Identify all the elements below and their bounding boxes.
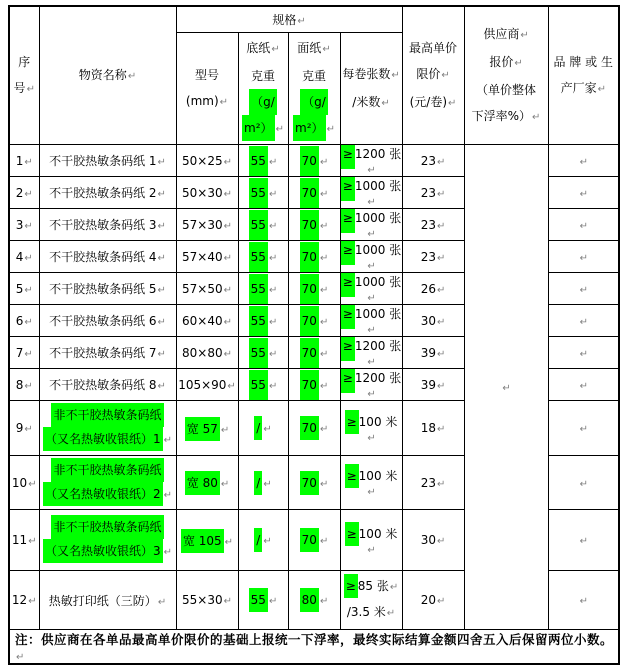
paragraph-mark: ↵: [127, 70, 137, 82]
cell-model: 50×25↵: [176, 145, 238, 177]
cell-face-weight: [288, 241, 340, 273]
cell-brand[interactable]: [548, 401, 619, 456]
cell-face-weight: [288, 337, 340, 369]
paragraph-mark: ↵: [223, 188, 232, 200]
paragraph-mark: ↵: [367, 293, 376, 304]
paragraph-mark: ↵: [263, 536, 272, 547]
paragraph-mark: ↵: [268, 380, 278, 392]
paragraph-mark: ↵: [319, 156, 329, 168]
cell-name: [39, 510, 176, 571]
highlighted-text: ≥: [345, 464, 359, 488]
paragraph-mark: ↵: [220, 479, 230, 490]
cell-price: 30↵: [402, 510, 464, 571]
paragraph-mark: ↵: [597, 83, 606, 95]
cell-base-weight: [238, 456, 288, 510]
paragraph-mark: ↵: [436, 424, 446, 435]
paragraph-mark: ↵: [157, 285, 166, 296]
highlighted-text: 宽 105: [181, 529, 224, 553]
cell-face-weight: [288, 510, 340, 571]
highlighted-text: 70: [300, 338, 319, 368]
paragraph-mark: ↵: [436, 284, 446, 296]
paragraph-mark: ↵: [224, 536, 234, 548]
cell-model: 57×30↵: [176, 209, 238, 241]
paragraph-mark: ↵: [163, 435, 173, 446]
cell-serial: 9↵: [9, 401, 39, 456]
cell-name: [39, 401, 176, 456]
cell-qty: ≥ 1200 张↵: [340, 369, 402, 401]
paragraph-mark: ↵: [436, 348, 446, 360]
table-row: [9, 145, 619, 177]
cell-qty: ≥ 1000 张↵: [340, 177, 402, 209]
highlighted-text: 70: [300, 242, 319, 272]
paragraph-mark: ↵: [319, 316, 329, 328]
cell-qty: ≥ 1000 张↵: [340, 209, 402, 241]
cell-qty: ≥ 100 米↵: [340, 401, 402, 456]
cell-brand[interactable]: [548, 305, 619, 337]
cell-serial: 1↵: [9, 145, 39, 177]
paragraph-mark: ↵: [579, 188, 588, 200]
supplier-quote-input-cell[interactable]: [464, 145, 548, 630]
cell-price: 18↵: [402, 401, 464, 456]
paragraph-mark: ↵: [514, 57, 523, 69]
paragraph-mark: ↵: [386, 608, 396, 619]
paragraph-mark: ↵: [268, 252, 278, 264]
paragraph-mark: ↵: [319, 424, 329, 435]
highlighted-text: 55: [249, 274, 268, 304]
cell-serial: 12↵: [9, 571, 39, 630]
cell-name: 不干胶热敏条码纸 4↵: [39, 241, 176, 273]
header-row-top: [9, 6, 619, 33]
paragraph-mark: ↵: [268, 316, 278, 328]
paragraph-mark: ↵: [319, 252, 329, 264]
paragraph-mark: ↵: [223, 284, 232, 296]
cell-serial: 5↵: [9, 273, 39, 305]
paragraph-mark: ↵: [520, 29, 529, 41]
highlighted-text: 70: [300, 274, 319, 304]
paragraph-mark: ↵: [24, 424, 33, 435]
cell-face-weight: [288, 209, 340, 241]
paragraph-mark: ↵: [579, 536, 588, 547]
cell-model: 55×30↵: [176, 571, 238, 630]
header-supplier-quote: 供应商↵ 报价↵ （单价整体 下浮率%）↵: [464, 6, 548, 145]
cell-base-weight: [238, 369, 288, 401]
cell-qty: ≥ 100 米↵: [340, 456, 402, 510]
cell-qty: ≥ 85 张↵ /3.5 米↵: [340, 571, 402, 630]
highlighted-text: （g/: [249, 89, 277, 115]
cell-name: 不干胶热敏条码纸 5↵: [39, 273, 176, 305]
highlighted-text: 55: [249, 178, 268, 208]
paragraph-mark: ↵: [223, 348, 232, 360]
paragraph-mark: ↵: [271, 43, 280, 55]
paragraph-mark: ↵: [223, 156, 232, 168]
highlighted-text: ≥: [341, 241, 355, 266]
cell-price: 39↵: [402, 337, 464, 369]
cell-brand[interactable]: [548, 456, 619, 510]
cell-face-weight: [288, 369, 340, 401]
highlighted-text: ≥: [341, 305, 355, 330]
highlighted-text: 55: [249, 370, 268, 400]
highlighted-text: ≥: [341, 177, 355, 202]
highlighted-text: （又名热敏收银纸）2: [43, 482, 163, 506]
highlighted-text: （又名热敏收银纸）1: [43, 427, 163, 451]
highlighted-text: 55: [249, 338, 268, 368]
cell-brand[interactable]: [548, 273, 619, 305]
paragraph-mark: ↵: [28, 536, 37, 547]
highlighted-text: 55: [249, 588, 268, 612]
cell-model: 57×40↵: [176, 241, 238, 273]
header-serial: 序 号↵: [9, 6, 39, 145]
highlighted-text: （又名热敏收银纸）3: [43, 539, 163, 563]
paragraph-mark: ↵: [24, 220, 33, 232]
paragraph-mark: ↵: [579, 380, 588, 392]
cell-base-weight: [238, 273, 288, 305]
header-spec: 规格↵: [176, 6, 402, 33]
paragraph-mark: ↵: [268, 156, 278, 168]
cell-face-weight: [288, 401, 340, 456]
paragraph-mark: ↵: [319, 536, 329, 547]
cell-model: 60×40↵: [176, 305, 238, 337]
paragraph-mark: ↵: [441, 69, 450, 81]
cell-name: [39, 456, 176, 510]
cell-base-weight: [238, 145, 288, 177]
note-text: 注：供应商在各单品最高单价限价的基础上报统一下浮率，最终实际结算金额四舍五入后保留两位小数。↵: [9, 630, 619, 665]
paragraph-mark: ↵: [319, 188, 329, 200]
highlighted-text: 70: [300, 210, 319, 240]
cell-serial: 11↵: [9, 510, 39, 571]
cell-base-weight: [238, 571, 288, 630]
paragraph-mark: ↵: [367, 357, 376, 368]
cell-brand[interactable]: [548, 145, 619, 177]
cell-serial: 7↵: [9, 337, 39, 369]
paragraph-mark: ↵: [26, 83, 35, 95]
cell-price: 23↵: [402, 209, 464, 241]
cell-base-weight: [238, 177, 288, 209]
paragraph-mark: ↵: [319, 478, 329, 490]
cell-serial: 6↵: [9, 305, 39, 337]
paragraph-mark: ↵: [367, 487, 376, 498]
paragraph-mark: ↵: [326, 123, 335, 135]
highlighted-text: 70: [300, 370, 319, 400]
paragraph-mark: ↵: [322, 43, 331, 55]
paragraph-mark: ↵: [436, 380, 446, 392]
header-sheets-per-roll: 每卷张数↵ /米数↵: [340, 33, 402, 145]
paragraph-mark: ↵: [448, 97, 457, 109]
paragraph-mark: ↵: [263, 424, 272, 435]
cell-brand[interactable]: [548, 369, 619, 401]
cell-brand[interactable]: [548, 337, 619, 369]
cell-serial: 2↵: [9, 177, 39, 209]
cell-serial: 3↵: [9, 209, 39, 241]
paragraph-mark: ↵: [579, 478, 588, 490]
paragraph-mark: ↵: [579, 596, 588, 607]
paragraph-mark: ↵: [24, 316, 33, 328]
cell-base-weight: [238, 241, 288, 273]
paragraph-mark: ↵: [24, 252, 33, 264]
cell-brand[interactable]: [548, 571, 619, 630]
paragraph-mark: ↵: [24, 188, 33, 200]
paragraph-mark: ↵: [579, 284, 588, 296]
highlighted-text: 55: [249, 306, 268, 336]
paragraph-mark: ↵: [28, 478, 37, 490]
paragraph-mark: ↵: [319, 284, 329, 296]
highlighted-text: 55: [249, 210, 268, 240]
cell-model: [176, 510, 238, 571]
paragraph-mark: ↵: [157, 317, 166, 328]
highlighted-text: 70: [300, 416, 319, 440]
paragraph-mark: ↵: [579, 424, 588, 435]
paragraph-mark: ↵: [223, 316, 232, 328]
paragraph-mark: ↵: [436, 252, 446, 264]
cell-brand[interactable]: [548, 241, 619, 273]
paragraph-mark: ↵: [24, 380, 33, 392]
header-brand: 品 牌 或 生 产厂家↵: [548, 6, 619, 145]
highlighted-text: ≥: [341, 369, 355, 394]
paragraph-mark: ↵: [227, 380, 236, 392]
header-max-price: 最高单价 限价↵ (元/卷)↵: [402, 6, 464, 145]
paragraph-mark: ↵: [436, 188, 446, 200]
paragraph-mark: ↵: [220, 424, 230, 436]
cell-model: [176, 456, 238, 510]
paragraph-mark: ↵: [24, 156, 33, 168]
paragraph-mark: ↵: [223, 220, 232, 232]
highlighted-text: 非不干胶热敏条码纸: [51, 515, 163, 539]
cell-price: 23↵: [402, 241, 464, 273]
paragraph-mark: ↵: [436, 156, 446, 168]
paragraph-mark: ↵: [219, 96, 229, 108]
paragraph-mark: ↵: [28, 596, 37, 607]
paragraph-mark: ↵: [275, 123, 284, 135]
cell-price: 26↵: [402, 273, 464, 305]
paragraph-mark: ↵: [319, 596, 329, 607]
cell-model: 80×80↵: [176, 337, 238, 369]
paragraph-mark: ↵: [268, 188, 278, 200]
highlighted-text: 70: [300, 178, 319, 208]
paragraph-mark: ↵: [367, 261, 376, 272]
paragraph-mark: ↵: [391, 69, 400, 81]
cell-qty: ≥ 100 米↵: [340, 510, 402, 571]
paragraph-mark: ↵: [223, 596, 232, 607]
paragraph-mark: ↵: [16, 652, 25, 663]
highlighted-text: 70: [300, 528, 319, 552]
paragraph-mark: ↵: [297, 16, 306, 27]
cell-name: 不干胶热敏条码纸 1↵: [39, 145, 176, 177]
paragraph-mark: ↵: [24, 348, 33, 360]
paragraph-mark: ↵: [367, 389, 376, 400]
paragraph-mark: ↵: [157, 253, 166, 264]
paragraph-mark: ↵: [436, 536, 446, 547]
paragraph-mark: ↵: [157, 381, 166, 392]
cell-price: 23↵: [402, 145, 464, 177]
cell-face-weight: [288, 305, 340, 337]
cell-name: 热敏打印纸（三防）↵: [39, 571, 176, 630]
highlighted-text: ≥: [341, 145, 355, 170]
paragraph-mark: ↵: [579, 252, 588, 264]
paragraph-mark: ↵: [163, 547, 173, 558]
cell-price: 39↵: [402, 369, 464, 401]
highlighted-text: ≥: [341, 209, 355, 234]
paragraph-mark: ↵: [268, 348, 278, 360]
cell-qty: ≥ 1200 张↵: [340, 145, 402, 177]
cell-base-weight: [238, 209, 288, 241]
header-material-name: 物资名称↵: [39, 6, 176, 145]
price-spec-table: [8, 5, 620, 665]
paragraph-mark: ↵: [532, 111, 541, 123]
cell-name: 不干胶热敏条码纸 6↵: [39, 305, 176, 337]
paragraph-mark: ↵: [436, 220, 446, 232]
cell-model: [176, 401, 238, 456]
cell-brand[interactable]: [548, 177, 619, 209]
highlighted-text: 55: [249, 146, 268, 176]
cell-price: 23↵: [402, 456, 464, 510]
paragraph-mark: ↵: [502, 383, 511, 394]
paragraph-mark: ↵: [163, 489, 173, 501]
highlighted-text: 80: [300, 588, 319, 612]
paragraph-mark: ↵: [579, 220, 588, 232]
highlighted-text: 非不干胶热敏条码纸: [51, 403, 163, 427]
highlighted-text: 非不干胶热敏条码纸: [51, 458, 163, 482]
highlighted-text: /: [254, 416, 262, 440]
paragraph-mark: ↵: [367, 197, 376, 208]
highlighted-text: /: [254, 528, 262, 552]
paragraph-mark: ↵: [319, 220, 329, 232]
paragraph-mark: ↵: [268, 284, 278, 296]
cell-face-weight: [288, 273, 340, 305]
paragraph-mark: ↵: [389, 582, 399, 593]
cell-name: 不干胶热敏条码纸 8↵: [39, 369, 176, 401]
cell-serial: 8↵: [9, 369, 39, 401]
header-model: 型号 (mm)↵: [176, 33, 238, 145]
highlighted-text: 55: [249, 242, 268, 272]
highlighted-text: ≥: [345, 410, 359, 434]
highlighted-text: m²）: [293, 115, 326, 141]
cell-brand[interactable]: [548, 209, 619, 241]
cell-model: 57×50↵: [176, 273, 238, 305]
cell-price: 23↵: [402, 177, 464, 209]
cell-price: 20↵: [402, 571, 464, 630]
paragraph-mark: ↵: [223, 252, 232, 264]
paragraph-mark: ↵: [436, 478, 446, 490]
highlighted-text: ≥: [341, 337, 355, 362]
paragraph-mark: ↵: [367, 325, 376, 336]
highlighted-text: 70: [300, 146, 319, 176]
cell-price: 30↵: [402, 305, 464, 337]
cell-model: 50×30↵: [176, 177, 238, 209]
paragraph-mark: ↵: [579, 316, 588, 328]
cell-base-weight: [238, 401, 288, 456]
paragraph-mark: ↵: [367, 229, 376, 240]
paragraph-mark: ↵: [579, 348, 588, 360]
cell-serial: 10↵: [9, 456, 39, 510]
cell-name: 不干胶热敏条码纸 3↵: [39, 209, 176, 241]
highlighted-text: ≥: [345, 522, 359, 546]
cell-base-weight: [238, 305, 288, 337]
paragraph-mark: ↵: [367, 544, 376, 556]
highlighted-text: m²）: [242, 115, 275, 141]
highlighted-text: 70: [300, 471, 319, 495]
cell-name: 不干胶热敏条码纸 2↵: [39, 177, 176, 209]
cell-qty: ≥ 1200 张↵: [340, 337, 402, 369]
paragraph-mark: ↵: [157, 189, 166, 200]
cell-qty: ≥ 1000 张↵: [340, 241, 402, 273]
paragraph-mark: ↵: [367, 165, 376, 176]
paragraph-mark: ↵: [319, 348, 329, 360]
paragraph-mark: ↵: [157, 221, 166, 232]
cell-face-weight: [288, 177, 340, 209]
cell-name: 不干胶热敏条码纸 7↵: [39, 337, 176, 369]
highlighted-text: 宽 57: [185, 417, 220, 441]
paragraph-mark: ↵: [24, 284, 33, 296]
highlighted-text: ≥: [341, 273, 355, 298]
paragraph-mark: ↵: [157, 157, 166, 168]
cell-base-weight: [238, 337, 288, 369]
paragraph-mark: ↵: [157, 349, 166, 360]
paragraph-mark: ↵: [268, 596, 278, 607]
paragraph-mark: ↵: [268, 220, 278, 232]
paragraph-mark: ↵: [436, 596, 446, 607]
cell-qty: ≥ 1000 张↵: [340, 273, 402, 305]
cell-face-weight: [288, 456, 340, 510]
paragraph-mark: ↵: [436, 316, 446, 328]
cell-brand[interactable]: [548, 510, 619, 571]
cell-face-weight: [288, 145, 340, 177]
cell-qty: ≥ 1000 张↵: [340, 305, 402, 337]
paragraph-mark: ↵: [579, 156, 588, 168]
paragraph-mark: ↵: [319, 380, 329, 392]
highlighted-text: 70: [300, 306, 319, 336]
paragraph-mark: ↵: [367, 432, 376, 444]
cell-serial: 4↵: [9, 241, 39, 273]
paragraph-mark: ↵: [381, 97, 390, 109]
highlighted-text: /: [254, 471, 262, 495]
cell-base-weight: [238, 510, 288, 571]
highlighted-text: ≥: [344, 574, 358, 598]
paragraph-mark: ↵: [263, 478, 272, 490]
cell-model: 105×90↵: [176, 369, 238, 401]
paragraph-mark: ↵: [157, 596, 167, 608]
highlighted-text: 宽 80: [185, 471, 220, 495]
header-base-paper-weight: 底纸↵ 克重 （g/ m²） ↵: [238, 33, 288, 145]
header-face-paper-weight: 面纸↵ 克重 （g/ m²） ↵: [288, 33, 340, 145]
cell-face-weight: [288, 571, 340, 630]
highlighted-text: （g/: [300, 89, 328, 115]
